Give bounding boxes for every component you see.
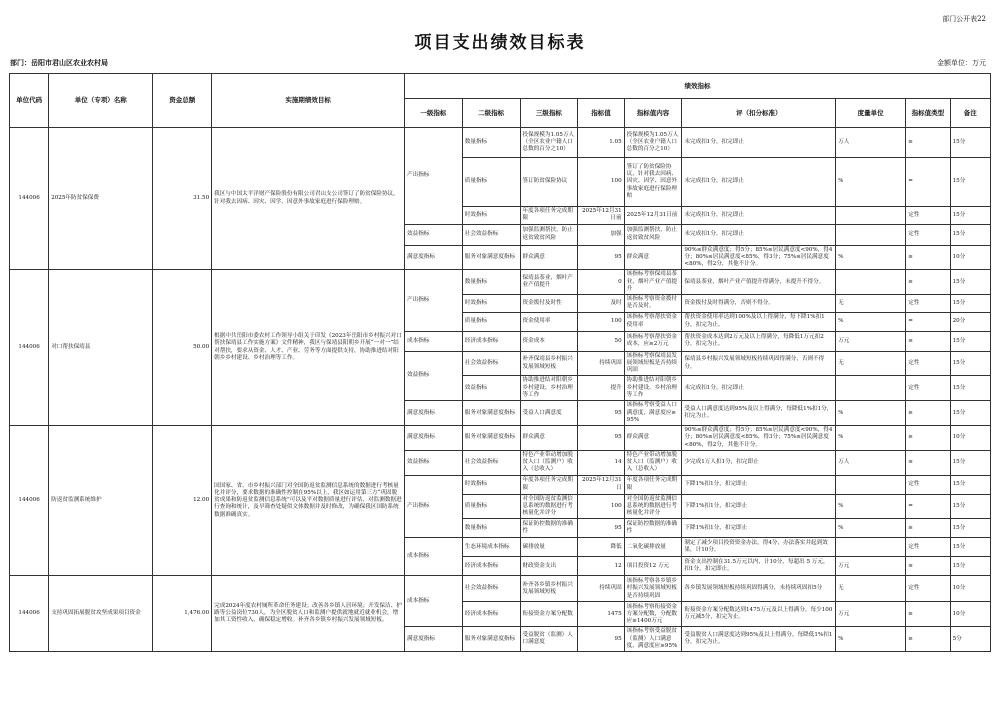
note: 5分 [950, 627, 990, 652]
scoring-standard: 各乡镇发展领域短板持续巩固得满分，未持续巩固扣5分 [682, 576, 836, 602]
indicator-content: 二氧化碳排放量 [624, 538, 682, 557]
measure-unit: % [836, 158, 906, 207]
level3-indicator: 年度各项任务完成期限 [520, 475, 578, 494]
scoring-standard: 未完成扣1分，扣完即止 [682, 376, 836, 401]
indicator-value: 及时 [578, 295, 624, 313]
indicator-content: 项目投资12 万元 [624, 557, 682, 576]
level1-indicator: 效益指标 [405, 224, 463, 245]
scoring-standard: 未完成扣1分，扣完即止 [682, 158, 836, 207]
level3-indicator: 补齐保靖县乡村振兴发展领域短板 [520, 351, 578, 376]
scoring-standard: 90%≤群众满意度；得5分；85%≤居民满意度<90%，得4分；80%≤居民满意度<85%，得3分；75%≤居民满意度<80%，得2分，其他不计分。 [682, 245, 836, 270]
indicator-type: 定性 [906, 351, 950, 376]
note: 15分 [950, 207, 990, 225]
table-row [10, 128, 991, 158]
measure-unit: % [836, 245, 906, 270]
level3-indicator: 衔接资金方案分配数 [520, 602, 578, 627]
indicator-content: 加强监测帮扶，防止返贫致贫风险 [624, 224, 682, 245]
note: 15分 [950, 519, 990, 538]
scoring-standard: 未完成扣1分，扣完即止 [682, 207, 836, 225]
indicator-type: ≤ [906, 557, 950, 576]
scoring-standard: 保靖县乡村振兴发展领域短板持续巩固得满分，否则不得分。 [682, 351, 836, 376]
indicator-content: 该指标考察受益脱贫（监测）人口满意度，满意度应≥95% [624, 627, 682, 652]
level2-indicator: 经济成本指标 [462, 557, 520, 576]
indicator-type: 定性 [906, 295, 950, 313]
indicator-content: 该指标考察资金拨付是否及时。 [624, 295, 682, 313]
header-level3: 三级指标 [520, 99, 578, 128]
scoring-standard: 90%≤群众满意度；得5分；85%≤居民满意度<90%，得4分；80%≤居民满意度<85%，得3分；75%≤居民满意度<80%，得2分，其他不计分。 [682, 426, 836, 451]
level3-indicator: 加强监测帮扶，防止返贫致贫风险 [520, 224, 578, 245]
scoring-standard: 下降1%扣1分，扣完即止 [682, 475, 836, 494]
level3-indicator: 财政资金支出 [520, 557, 578, 576]
header-value: 指标值 [578, 99, 624, 128]
measure-unit: 万元 [836, 602, 906, 627]
scoring-standard: 少完成1万人扣1分，扣完即止 [682, 450, 836, 475]
indicator-value: 降低 [578, 538, 624, 557]
level2-indicator: 社会效益指标 [462, 576, 520, 602]
header-level1: 一级指标 [405, 99, 463, 128]
level3-indicator: 签订防贫保险协议 [520, 158, 578, 207]
indicator-value: 95 [578, 245, 624, 270]
level3-indicator: 协助推进结对阳朝乡乡村建设、乡村治理等工作 [520, 376, 578, 401]
level1-indicator: 效益指标 [405, 450, 463, 475]
level2-indicator: 服务对象满意度指标 [462, 401, 520, 426]
indicator-value: 1475 [578, 602, 624, 627]
level1-indicator: 满意度指标 [405, 627, 463, 652]
scoring-standard: 未完成扣1分，扣完即止 [682, 224, 836, 245]
level2-indicator: 时效指标 [462, 207, 520, 225]
note: 15分 [950, 351, 990, 376]
scoring-standard: 受益脱贫人口满意度达到95%及以上得满分，每降低1%扣1分，扣完为止。 [682, 627, 836, 652]
indicator-content: 该指标考察帮扶资金使用率 [624, 312, 682, 331]
indicator-content: 签订了防贫保险协议，针对我去因病、因灾、因学、因意外事故家庭进行保险理赔 [624, 158, 682, 207]
indicator-value: 加强 [578, 224, 624, 245]
level2-indicator: 社会效益指标 [462, 450, 520, 475]
level2-indicator: 服务对象满意度指标 [462, 426, 520, 451]
project-name: 支持巩固拓展脱贫攻坚成果项目资金 [49, 576, 153, 652]
level3-indicator: 资金成本 [520, 331, 578, 351]
header-project-name: 单位（专项）名称 [49, 74, 153, 128]
indicator-content: 对全国防返贫监测信息系统的数据进行考核量化并评分 [624, 494, 682, 519]
level2-indicator: 社会效益指标 [462, 224, 520, 245]
indicator-type: 定性 [906, 207, 950, 225]
indicator-type: ≥ [906, 245, 950, 270]
measure-unit: % [836, 519, 906, 538]
indicator-content: 该指标考察帮扶资金成本，应≥2万元 [624, 331, 682, 351]
project-target: 根据中共岳阳市委农村工作领导小组关于印发《2023年岳阳市乡村振兴对口帮扶保靖县工作实施方案》文件精神，我区与保靖县阳朝乡开展“一对一”结对帮扶，要求从资金、人才、产业、劳务等方面提供支持，协助推进结对阳朝乡乡村建设、乡村治理等工作。 [212, 270, 405, 426]
level3-indicator: 群众满意 [520, 245, 578, 270]
measure-unit: % [836, 627, 906, 652]
level1-indicator: 成本指标 [405, 538, 463, 576]
note: 15分 [950, 450, 990, 475]
measure-unit [836, 376, 906, 401]
header-unit-code: 单位代码 [10, 74, 49, 128]
header-content: 指标值内容 [624, 99, 682, 128]
note: 15分 [950, 128, 990, 158]
indicator-value: 持续巩固 [578, 576, 624, 602]
indicator-value: 95 [578, 519, 624, 538]
project-unit-code: 144006 [10, 270, 49, 426]
indicator-content: 投保规模为1.05万人（全区农业户籍人口总数的百分之10） [624, 128, 682, 158]
indicator-value: 95 [578, 401, 624, 426]
indicator-type: = [906, 312, 950, 331]
project-name: 对口帮扶保靖县 [49, 270, 153, 426]
scoring-standard: 受益人口满意度达到95%及以上得满分，每降低1%扣1分，扣完为止。 [682, 401, 836, 426]
level3-indicator: 对全国防返贫监测信息系统的数据进行考核量化并评分 [520, 494, 578, 519]
measure-unit [836, 207, 906, 225]
indicator-value: 50 [578, 331, 624, 351]
note: 15分 [950, 331, 990, 351]
level2-indicator: 效益指标 [462, 376, 520, 401]
note: 15分 [950, 475, 990, 494]
indicator-value: 提升 [578, 376, 624, 401]
level2-indicator: 经济成本指标 [462, 331, 520, 351]
measure-unit [836, 224, 906, 245]
indicator-type: ≥ [906, 426, 950, 451]
indicator-value: 100 [578, 494, 624, 519]
indicator-type: ≤ [906, 331, 950, 351]
page-title: 项目支出绩效目标表 [414, 33, 586, 53]
header-level2: 二级指标 [462, 99, 520, 128]
indicator-value: 持续巩固 [578, 351, 624, 376]
level3-indicator: 碳排放量 [520, 538, 578, 557]
indicator-content: 特色产业带动增加脱贫人口（监测户）收入（总收入） [624, 450, 682, 475]
measure-unit: % [836, 401, 906, 426]
indicator-content: 保证防控数据的准确性 [624, 519, 682, 538]
note: 15分 [950, 494, 990, 519]
indicator-content: 该指标考察各乡镇乡村振兴发展领域短板是否持续巩固 [624, 576, 682, 602]
level1-indicator: 满意度指标 [405, 245, 463, 270]
scoring-standard: 下降1%扣1分，扣完即止 [682, 494, 836, 519]
level3-indicator: 受益人口满意度 [520, 401, 578, 426]
table-number: 部门公开表22 [942, 15, 986, 23]
level3-indicator: 保靖县茶业，烟叶产业产值提升 [520, 270, 578, 295]
level1-indicator: 效益指标 [405, 351, 463, 401]
indicator-value: 100 [578, 312, 624, 331]
note: 15分 [950, 295, 990, 313]
indicator-type: = [906, 494, 950, 519]
note: 10分 [950, 576, 990, 602]
project-target: 国国家、省、市乡村振兴部门对全国防返贫监测信息系统的数据进行考核量化并评分，要求数据的准确性控制在95%以上，我区如运用第三方“巩固脱贫成果和防返贫监测信息系统”可以及平对数据质量进行评估，对监测数据进行查询和统计，及早筛查处疑似文体数据并及时修改，为确保我区国防系统数据准确真实。 [212, 426, 405, 576]
scoring-standard: 帮扶资金成本达到2万元及以上得满分，每降低1万元扣2分，扣完为止。 [682, 331, 836, 351]
indicator-value: 14 [578, 450, 624, 475]
indicator-value: 1.05 [578, 128, 624, 158]
indicator-value: 95 [578, 627, 624, 652]
level2-indicator: 时效指标 [462, 475, 520, 494]
level3-indicator: 投保规模为1.05万人（全区农业户籍人口总数的百分之10） [520, 128, 578, 158]
project-target: 我区与中国太平洋财产保险股份有限公司君山支公司签订了防贫保险协议，针对我去因病、因灾、因学、因意外事故家庭进行保险理赔。 [212, 128, 405, 270]
header-type: 指标值类型 [906, 99, 950, 128]
project-funds: 50.00 [153, 270, 212, 426]
note: 10分 [950, 426, 990, 451]
scoring-standard: 衔接资金方案分配数达到1475万元及以上得满分，每少100万元减5分，扣完为止。 [682, 602, 836, 627]
indicator-type: 定性 [906, 475, 950, 494]
measure-unit: 万人 [836, 128, 906, 158]
note: 10分 [950, 245, 990, 270]
level1-indicator: 成本指标 [405, 576, 463, 627]
scoring-standard: 资金支出控制在31.5万元以内，计10分，每超出 5 万元，扣1分，扣完即止。 [682, 557, 836, 576]
indicator-value: 12 [578, 557, 624, 576]
project-funds: 12.00 [153, 426, 212, 576]
indicator-content: 协助推进结对阳朝乡乡村建设、乡村治理等工作 [624, 376, 682, 401]
note: 15分 [950, 158, 990, 207]
header-scoring: 评（扣分标准） [682, 99, 836, 128]
indicator-content: 该指标考察保靖县茶业，烟叶产业产值提升 [624, 270, 682, 295]
indicator-value: 2025年12月31日前 [578, 207, 624, 225]
indicator-value: 95 [578, 426, 624, 451]
header-note: 备注 [950, 99, 990, 128]
measure-unit: 万元 [836, 331, 906, 351]
indicator-content: 该指标考察受益人口满意度，满意度应≥95% [624, 401, 682, 426]
level3-indicator: 年度各项任务完成期限 [520, 207, 578, 225]
measure-unit [836, 475, 906, 494]
scoring-standard: 下降1%扣1分，扣完即止 [682, 519, 836, 538]
indicator-type: ≥ [906, 519, 950, 538]
department-label: 部门：岳阳市君山区农业农村局 [10, 58, 108, 67]
note: 15分 [950, 270, 990, 295]
level1-indicator: 产出指标 [405, 475, 463, 538]
project-target: 完成2024年度农村厕所革命任务建设；改善各乡镇人居环境；开发保洁、护路等公益岗位730人，为全区脱贫人口和监测户提供就地就近就业机会，增加其工资性收入，确保稳定增收。补齐各乡镇乡村振兴发展领域短板。 [212, 576, 405, 652]
indicator-type: 定性 [906, 538, 950, 557]
level3-indicator: 补齐各乡镇乡村振兴发展领域短板 [520, 576, 578, 602]
level3-indicator: 特色产业带动增加脱贫人口（监测户）收入（总收入） [520, 450, 578, 475]
performance-target-table [9, 73, 991, 652]
level2-indicator: 质量指标 [462, 494, 520, 519]
scoring-standard: 帮扶资金使用率达到100%及以上得满分，每下降1%扣1分，扣完为止。 [682, 312, 836, 331]
project-unit-code: 144006 [10, 576, 49, 652]
level2-indicator: 质量指标 [462, 158, 520, 207]
level2-indicator: 数量指标 [462, 519, 520, 538]
project-funds: 1,476.00 [153, 576, 212, 652]
header-target: 实施期绩效目标 [212, 74, 405, 128]
table-row [10, 426, 991, 451]
measure-unit: % [836, 426, 906, 451]
measure-unit: 无 [836, 576, 906, 602]
scoring-standard: 保靖县茶业，烟叶产业产值提升得满分，未提升不得分。 [682, 270, 836, 295]
indicator-content: 该指标考察衔接资金方案分配数，分配数应≥1400万元 [624, 602, 682, 627]
measure-unit: 万元 [836, 557, 906, 576]
measure-unit: 无 [836, 295, 906, 313]
table-row [10, 270, 991, 295]
level3-indicator: 保证防控数据的准确性 [520, 519, 578, 538]
level1-indicator: 满意度指标 [405, 426, 463, 451]
indicator-content: 该指标考察保靖县发展领域短板是否持续巩固 [624, 351, 682, 376]
indicator-type: 定性 [906, 576, 950, 602]
table-row [10, 576, 991, 602]
indicator-type: ≥ [906, 627, 950, 652]
measure-unit [836, 538, 906, 557]
level2-indicator: 服务对象满意度指标 [462, 627, 520, 652]
indicator-value: 100 [578, 158, 624, 207]
measure-unit: % [836, 494, 906, 519]
indicator-type: ≥ [906, 401, 950, 426]
level1-indicator: 产出指标 [405, 270, 463, 331]
level3-indicator: 群众满意 [520, 426, 578, 451]
measure-unit: 无 [836, 351, 906, 376]
project-name: 2025年防贫保保费 [49, 128, 153, 270]
level2-indicator: 经济成本指标 [462, 602, 520, 627]
note: 15分 [950, 401, 990, 426]
note: 15分 [950, 557, 990, 576]
measure-unit [836, 270, 906, 295]
measure-unit: % [836, 312, 906, 331]
currency-unit-label: 金额单位：万元 [937, 59, 986, 67]
level2-indicator: 服务对象满意度指标 [462, 245, 520, 270]
level2-indicator: 数量指标 [462, 128, 520, 158]
header-total-funds: 资金总额 [153, 74, 212, 128]
level2-indicator: 生态环境成本指标 [462, 538, 520, 557]
indicator-content: 年度各项任务完成期限 [624, 475, 682, 494]
indicator-type: 定性 [906, 376, 950, 401]
indicator-type: ≥ [906, 270, 950, 295]
indicator-value: 0 [578, 270, 624, 295]
level3-indicator: 受益脱贫（监测）人口满意度 [520, 627, 578, 652]
note: 15分 [950, 224, 990, 245]
scoring-standard: 未完成扣1分，扣完即止 [682, 128, 836, 158]
level2-indicator: 数量指标 [462, 270, 520, 295]
level3-indicator: 资金拨付及时性 [520, 295, 578, 313]
note: 10分 [950, 602, 990, 627]
header-measure-unit: 度量单位 [836, 99, 906, 128]
header-indicators: 绩效指标 [405, 74, 991, 99]
indicator-type: ≥ [906, 128, 950, 158]
level2-indicator: 社会效益指标 [462, 351, 520, 376]
note: 15分 [950, 538, 990, 557]
indicator-value: 2025年12月31日 [578, 475, 624, 494]
level2-indicator: 质量指标 [462, 312, 520, 331]
indicator-type: = [906, 158, 950, 207]
note: 20分 [950, 312, 990, 331]
indicator-type: ≥ [906, 602, 950, 627]
note: 15分 [950, 376, 990, 401]
indicator-content: 群众满意 [624, 426, 682, 451]
level1-indicator: 满意度指标 [405, 401, 463, 426]
scoring-standard: 制定了减少项目投资资金办法，得4分，办法落实并起到效果，计10分。 [682, 538, 836, 557]
indicator-type: ≤ [906, 450, 950, 475]
level3-indicator: 资金使用率 [520, 312, 578, 331]
level1-indicator: 产出指标 [405, 128, 463, 225]
project-funds: 31.50 [153, 128, 212, 270]
project-unit-code: 144006 [10, 426, 49, 576]
indicator-type: 定性 [906, 224, 950, 245]
indicator-content: 2025年12月31日前 [624, 207, 682, 225]
indicator-content: 群众满意 [624, 245, 682, 270]
level1-indicator: 成本指标 [405, 331, 463, 351]
project-name: 防返贫监测系统维护 [49, 426, 153, 576]
scoring-standard: 资金拨付及时得满分，否则不得分。 [682, 295, 836, 313]
project-unit-code: 144006 [10, 128, 49, 270]
measure-unit: 万人 [836, 450, 906, 475]
level2-indicator: 时效指标 [462, 295, 520, 313]
